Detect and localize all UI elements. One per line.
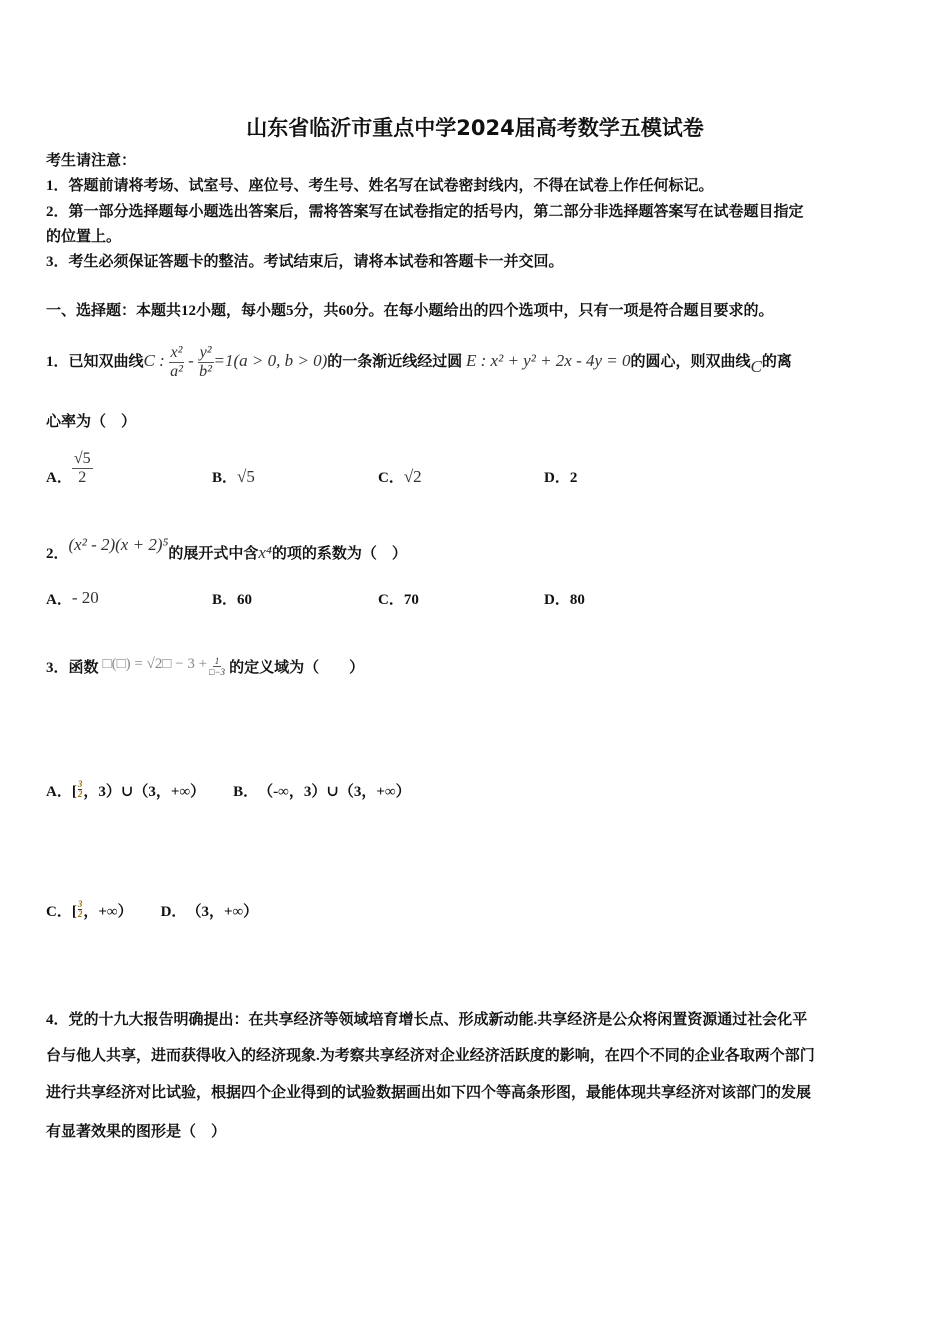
option-label: B． [212, 592, 238, 608]
numerator: √5 [73, 450, 91, 467]
option-label: A． [46, 470, 72, 486]
q2-term: x⁴ [258, 543, 272, 562]
formula-text: □(□) = √2□ − 3 + [102, 656, 208, 672]
option-label: D． [160, 904, 187, 920]
note-item: 的位置上。 [46, 229, 122, 245]
q3-prefix: 3．函数 [46, 660, 99, 676]
denominator: 2 [77, 789, 83, 799]
bracket: [ [71, 904, 77, 920]
q3-formula-image [103, 656, 226, 677]
q1-frac1 [169, 344, 185, 381]
q2-option-b[interactable] [212, 588, 378, 609]
q3-option-b[interactable] [233, 780, 411, 801]
q1-circle: E : x² + y² + 2x - 4y = 0 [466, 351, 631, 370]
q3-option-c[interactable] [46, 900, 133, 921]
formula-fraction [209, 656, 225, 677]
denominator: a² [170, 363, 183, 381]
question-1 [46, 336, 792, 387]
option-label: A． [46, 592, 72, 608]
q1-curve: C : [143, 351, 165, 370]
q4-line: 进行共享经济对比试验，根据四个企业得到的试验数据画出如下四个等高条形图，最能体现共享经济对该部门的发展 [46, 1085, 812, 1101]
option-value: ，+∞） [83, 904, 133, 920]
q1-condition: =1(a > 0, b > 0) [213, 351, 328, 370]
option-label: A． [46, 784, 72, 800]
q1-option-d[interactable] [544, 466, 710, 487]
q1-line2: 心率为（ ） [46, 414, 137, 430]
q2-prefix: 2． [46, 546, 69, 562]
fraction-3-2 [78, 900, 83, 919]
option-label: C． [378, 592, 404, 608]
denominator: 2 [77, 909, 83, 919]
option-label: D． [544, 470, 570, 486]
q2-option-a[interactable] [46, 588, 212, 609]
q1-option-c[interactable] [378, 466, 544, 487]
numerator: 3 [77, 899, 83, 909]
section-heading: 一、选择题：本题共12小题，每小题5分，共60分。在每小题给出的四个选项中，只有一项是符合题目要求的。 [46, 303, 774, 319]
fraction-3-2 [78, 780, 83, 799]
q1-prefix: 1．已知双曲线 [46, 354, 144, 370]
option-label: B． [233, 784, 259, 800]
option-value: （3，+∞） [186, 904, 259, 920]
option-label: C． [378, 470, 404, 486]
q3-options-cd [46, 900, 286, 921]
numerator: y² [199, 344, 212, 362]
q4-line: 4．党的十九大报告明确提出：在共享经济等领域培育增长点、形成新动能.共享经济是公众将闲置资源通过社会化平 [46, 1012, 808, 1028]
option-value: 70 [403, 592, 419, 608]
numerator: 3 [77, 779, 83, 789]
note-item: 3．考生必须保证答题卡的整洁。考试结束后，请将本试卷和答题卡一并交回。 [46, 254, 564, 270]
numerator: 1 [214, 656, 220, 666]
q2-options [46, 588, 710, 609]
option-value: （-∞，3）∪（3，+∞） [258, 784, 411, 800]
q1-text: 的圆心，则双曲线 [630, 354, 751, 370]
note-item: 1．答题前请将考场、试室号、座位号、考生号、姓名写在试卷密封线内，不得在试卷上作任何标记。 [46, 178, 714, 194]
denominator: b² [199, 363, 212, 381]
numerator: x² [170, 344, 183, 362]
q3-options-ab [46, 780, 439, 801]
page-title: 山东省临沂市重点中学2024届高考数学五模试卷 [246, 116, 704, 140]
q1-option-a[interactable] [46, 450, 212, 487]
q2-option-c[interactable] [378, 588, 544, 609]
option-fraction [72, 450, 93, 487]
option-value: √5 [237, 467, 255, 486]
option-label: D． [544, 592, 570, 608]
denominator: 2 [78, 469, 87, 486]
question-3 [46, 656, 364, 677]
q4-line: 台与他人共享，进而获得收入的经济现象.为考察共享经济对企业经济活跃度的影响，在四个不同的企业各取两个部门 [46, 1048, 815, 1064]
bracket: [ [71, 784, 77, 800]
notes-heading: 考生请注意： [46, 153, 137, 169]
q3-option-a[interactable] [46, 780, 205, 801]
option-value: 60 [237, 592, 253, 608]
option-value: 80 [569, 592, 585, 608]
option-value: √2 [403, 467, 422, 486]
option-value: ，3）∪（3，+∞） [83, 784, 206, 800]
option-label: B． [212, 470, 238, 486]
q3-text: 的定义域为（ ） [229, 660, 365, 676]
q1-options [46, 450, 710, 487]
note-item: 2．第一部分选择题每小题选出答案后，需将答案写在试卷指定的括号内，第二部分非选择题答案写在试卷题目指定 [46, 204, 804, 220]
q4-line: 有显著效果的图形是（ ） [46, 1124, 227, 1140]
option-value: - 20 [71, 588, 99, 607]
q1-option-b[interactable] [212, 466, 378, 487]
denominator: □−3 [209, 667, 226, 677]
q2-expression: (x² - 2)(x + 2)⁵ [68, 535, 169, 554]
q2-text: 的项的系数为（ ） [271, 546, 407, 562]
q1-text: 的一条渐近线经过圆 [327, 354, 463, 370]
q1-c: C [750, 357, 762, 376]
q1-frac2 [198, 344, 214, 381]
q1-text: 的离 [761, 354, 792, 370]
q2-option-d[interactable] [544, 588, 710, 609]
q3-option-d[interactable] [161, 900, 259, 921]
question-2 [46, 535, 407, 572]
option-value: 2 [569, 470, 578, 486]
q1-minus: - [188, 351, 194, 370]
q2-text: 的展开式中含 [168, 546, 259, 562]
option-label: C． [46, 904, 72, 920]
